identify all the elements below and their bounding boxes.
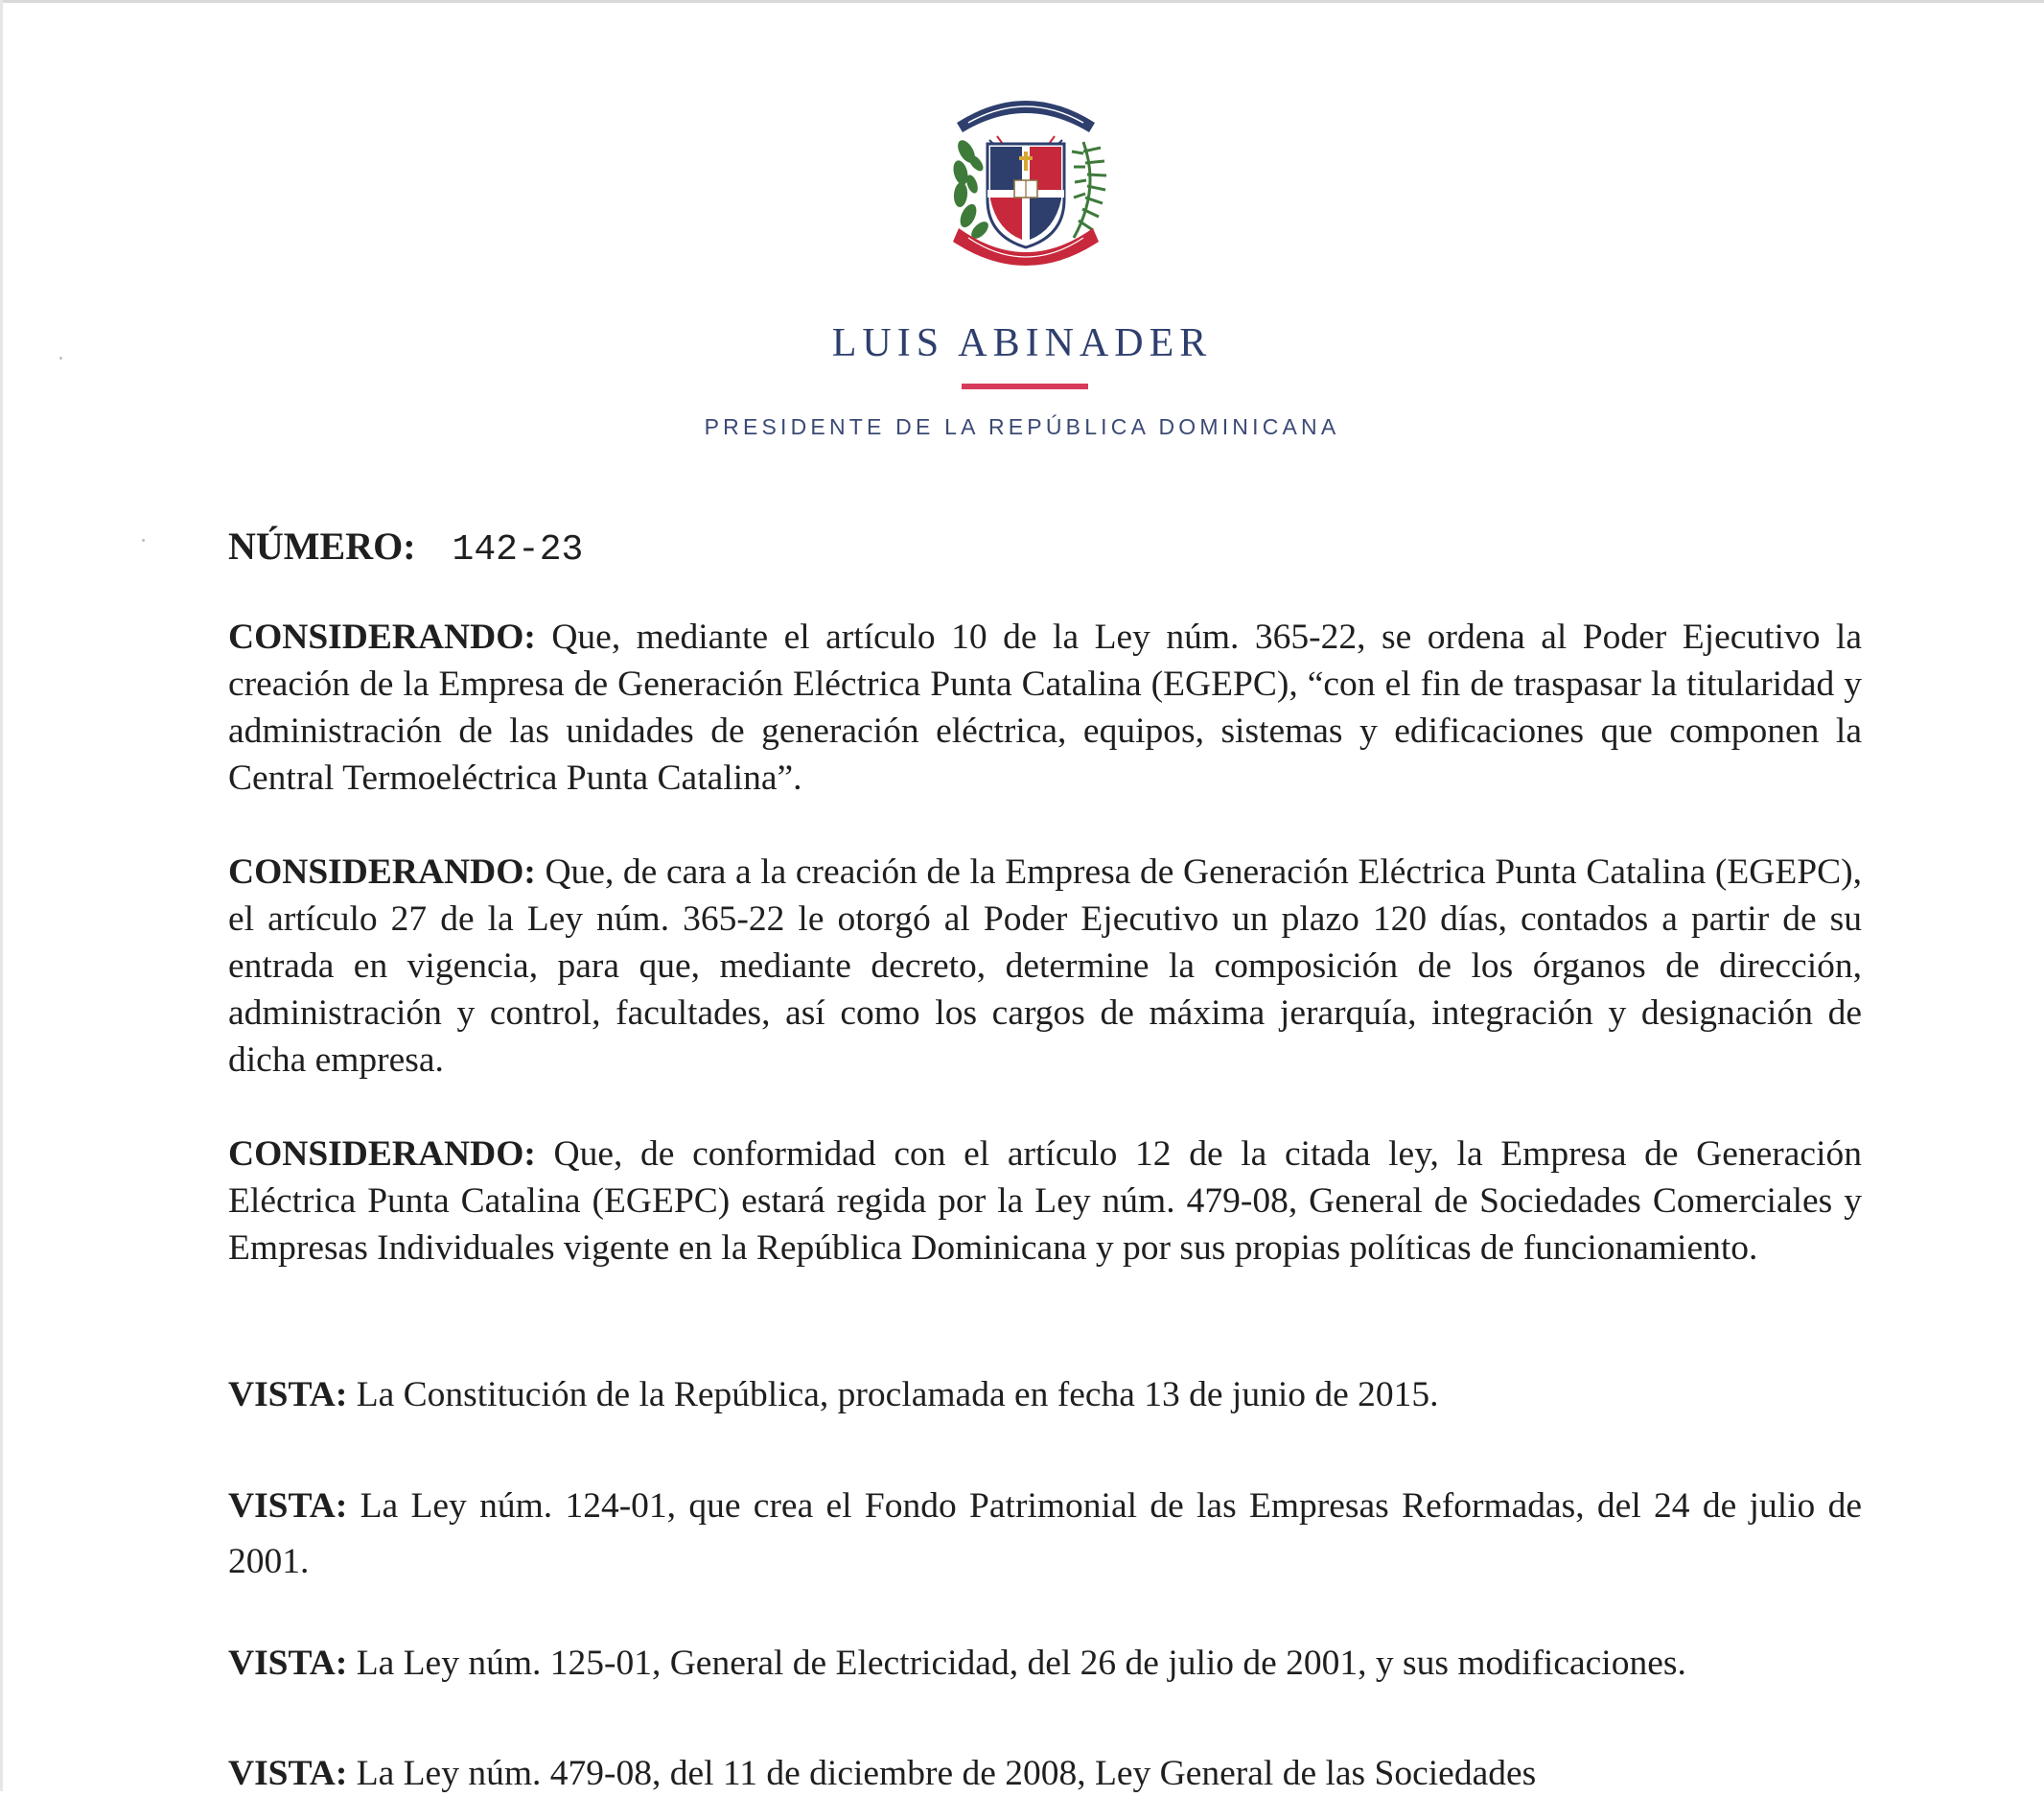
- paragraph-text: La Constitución de la República, proclamada en fecha 13 de junio de 2015.: [347, 1375, 1439, 1414]
- paragraph-vista-2: [228, 1479, 1862, 1590]
- paragraph-lead: VISTA:: [228, 1754, 348, 1793]
- president-name: LUIS ABINADER: [831, 321, 1213, 365]
- paragraph-lead: VISTA:: [228, 1375, 348, 1414]
- paragraph-lead: VISTA:: [228, 1486, 348, 1526]
- paragraph-text: Que, de cara a la creación de la Empresa de Generación Eléctrica Punta Catalina (EGEPC), el artículo 27 de la Ley núm. 365-22 le otorgó al Poder Ejecutivo un plazo 120 días, contados a partir de su entrada en vigencia, para que, mediante decreto, determine la composición de los órganos de dirección, administración y control, facultades, así como los cargos de máxima jerarquía, integración y designación de dicha empresa.: [228, 852, 1862, 1080]
- decree-number-label: NÚMERO:: [228, 525, 416, 568]
- president-title: PRESIDENTE DE LA REPÚBLICA DOMINICANA: [704, 414, 1340, 439]
- paragraph-lead: VISTA:: [228, 1644, 348, 1683]
- paragraph-text: La Ley núm. 125-01, General de Electricidad, del 26 de julio de 2001, y sus modificaciones.: [347, 1644, 1686, 1683]
- letterhead-accent-bar: [962, 384, 1088, 389]
- paragraph-considerando-1: [228, 614, 1862, 802]
- paragraph-lead: CONSIDERANDO:: [228, 852, 536, 892]
- scan-speck: [142, 539, 145, 542]
- paragraph-text: Que, de conformidad con el artículo 12 de la citada ley, la Empresa de Generación Eléctrica Punta Catalina (EGEPC) estará regida por la Ley núm. 479-08, General de Sociedades Comerciales y Empresas Individuales vigente en la República Dominicana y por sus propias políticas de funcionamiento.: [228, 1134, 1862, 1268]
- paragraph-text: Que, mediante el artículo 10 de la Ley núm. 365-22, se ordena al Poder Ejecutivo la creación de la Empresa de Generación Eléctrica Punta Catalina (EGEPC), “con el fin de traspasar la titularidad y administración de las unidades de generación eléctrica, equipos, sistemas y edificaciones que componen la Central Termoeléctrica Punta Catalina”.: [228, 618, 1862, 798]
- page-left-edge: [0, 0, 3, 1791]
- paragraph-text: La Ley núm. 479-08, del 11 de diciembre de 2008, Ley General de las Sociedades: [347, 1754, 1537, 1793]
- decree-number: [228, 524, 583, 573]
- page-top-edge: [0, 0, 2044, 3]
- decree-number-value: 142-23: [452, 529, 584, 571]
- paragraph-vista-3: [228, 1640, 1862, 1687]
- paragraph-lead: CONSIDERANDO:: [228, 1134, 536, 1174]
- paragraph-vista-1: [228, 1371, 1862, 1418]
- coat-of-arms-icon: [940, 84, 1112, 267]
- paragraph-considerando-2: [228, 849, 1862, 1084]
- paragraph-lead: CONSIDERANDO:: [228, 618, 536, 657]
- paragraph-vista-4: [228, 1750, 1862, 1797]
- paragraph-text: La Ley núm. 124-01, que crea el Fondo Patrimonial de las Empresas Reformadas, del 24 de julio de 2001.: [228, 1486, 1862, 1581]
- paragraph-considerando-3: [228, 1131, 1862, 1272]
